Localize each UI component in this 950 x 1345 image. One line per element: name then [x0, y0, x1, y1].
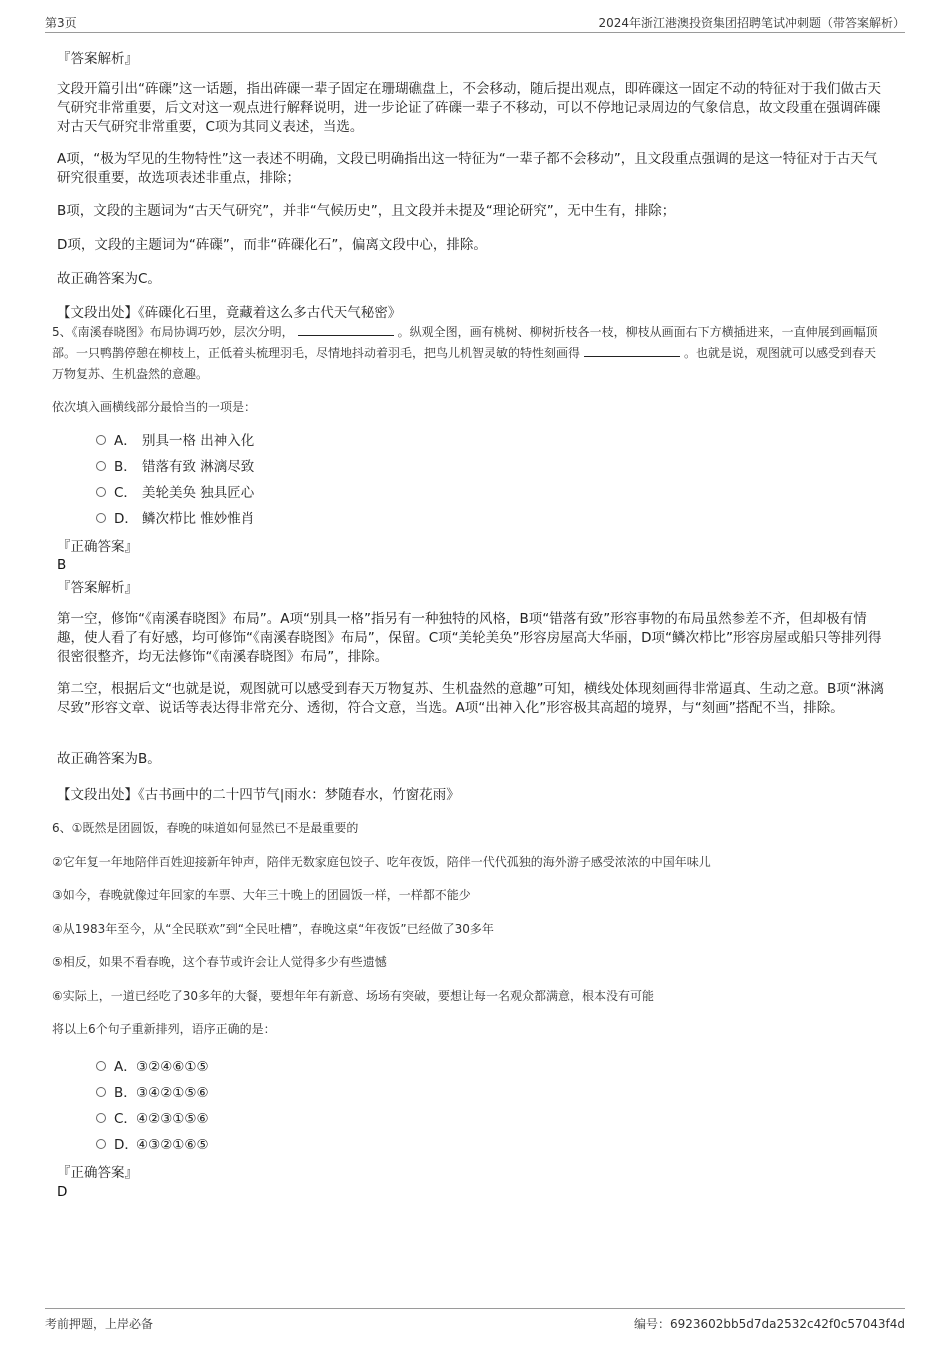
q5-source: 【文段出处】《古书画中的二十四节气|雨水：梦随春水，竹窗花雨》	[57, 787, 460, 803]
q4-answer-conclusion: 故正确答案为C。	[57, 271, 161, 287]
radio-icon[interactable]	[96, 1113, 106, 1123]
q6-option-d[interactable]: D．④③②①⑥⑤	[96, 1136, 209, 1154]
document-title: 2024年浙江港澳投资集团招聘笔试冲刺题（带答案解析）	[598, 16, 905, 30]
document-code: 编号：6923602bb5d7da2532c42f0c57043f4d	[633, 1317, 905, 1331]
q5-blank-2	[584, 344, 680, 357]
q5-stem	[52, 322, 888, 385]
q6-sentence-2: ②它年复一年地陪伴百姓迎接新年钟声，陪伴无数家庭包饺子、吃年夜饭，陪伴一代代孤独的海外游子感受浓浓的中国年味儿	[52, 855, 711, 869]
q4-analysis-tag: 『答案解析』	[57, 51, 138, 67]
q6-sentence-1: 6、①既然是团圆饭，春晚的味道如何显然已不是最重要的	[52, 821, 359, 835]
q5-option-b[interactable]: B． 错落有致 淋漓尽致	[96, 458, 254, 476]
q6-prompt: 将以上6个句子重新排列，语序正确的是：	[52, 1022, 276, 1036]
q5-stem-part-1: 5、《南溪春晓图》布局协调巧妙，层次分明，	[52, 325, 294, 339]
q6-sentence-6: ⑥实际上，一道已经吃了30多年的大餐，要想年年有新意、场场有突破，要想让每一名观众都满意，根本没有可能	[52, 989, 655, 1003]
q4-analysis-p1: 文段开篇引出“砗磲”这一话题，指出砗磲一辈子固定在珊瑚礁盘上，不会移动，随后提出观点，即砗磲这一固定不动的特征对于我们做古天气研究非常重要，后文对这一观点进行解释说明，进一步论证了砗磲一辈子不移动，可以不停地记录周边的气象信息，故文段重在强调砗磲对古天气研究非常重要，C项为其同义表述，当选。	[57, 81, 881, 135]
q5-option-d[interactable]: D． 鳞次栉比 惟妙惟肖	[96, 510, 254, 528]
q6-option-b[interactable]: B．③④②①⑤⑥	[96, 1084, 209, 1102]
q5-analysis-tag: 『答案解析』	[57, 580, 138, 596]
q4-analysis-p4: D项，文段的主题词为“砗磲”，而非“砗磲化石”，偏离文段中心，排除。	[57, 237, 487, 253]
radio-icon[interactable]	[96, 1061, 106, 1071]
q5-answer: B	[57, 557, 67, 573]
radio-icon[interactable]	[96, 435, 106, 445]
q5-option-c[interactable]: C． 美轮美奂 独具匠心	[96, 484, 254, 502]
radio-icon[interactable]	[96, 487, 106, 497]
q5-analysis-p2: 第二空，根据后文“也就是说，观图就可以感受到春天万物复苏、生机盎然的意趣”可知，横线处体现刻画得非常逼真、生动之意。B项“淋漓尽致”形容文章、说话等表达得非常充分、透彻，符合文意，当选。A项“出神入化”形容极其高超的境界，与“刻画”搭配不当，排除。	[57, 681, 884, 716]
page-footer	[45, 1308, 905, 1335]
footer-slogan: 考前押题，上岸必备	[45, 1317, 154, 1331]
q4-analysis-p3: B项，文段的主题词为“古天气研究”，并非“气候历史”，且文段并未提及“理论研究”，无中生有，排除；	[57, 203, 676, 219]
radio-icon[interactable]	[96, 461, 106, 471]
q4-source: 【文段出处】《砗磲化石里，竟藏着这么多古代天气秘密》	[57, 305, 402, 321]
q6-answer-tag: 『正确答案』	[57, 1165, 138, 1181]
q5-prompt: 依次填入画横线部分最恰当的一项是：	[52, 400, 257, 414]
q6-option-a[interactable]: A．③②④⑥①⑤	[96, 1058, 209, 1076]
q4-analysis-p2: A项，“极为罕见的生物特性”这一表述不明确，文段已明确指出这一特征为“一辈子都不会移动”，且文段重点强调的是这一特征对于古天气研究很重要，故选项表述非重点，排除；	[57, 151, 878, 186]
q6-sentence-4: ④从1983年至今，从“全民联欢”到“全民吐槽”，春晚这桌“年夜饭”已经做了30多年	[52, 922, 494, 936]
q5-analysis-p1: 第一空，修饰“《南溪春晓图》布局”。A项“别具一格”指另有一种独特的风格，B项“错落有致”形容事物的布局虽然参差不齐，但却极有情趣，使人看了有好感，均可修饰“《南溪春晓图》布局”，保留。C项“美轮美奂”形容房屋高大华丽，D项“鳞次栉比”形容房屋或船只等排列得很密很整齐，均无法修饰“《南溪春晓图》布局”，排除。	[57, 611, 882, 665]
radio-icon[interactable]	[96, 1139, 106, 1149]
q6-sentence-3: ③如今，春晚就像过年回家的车票、大年三十晚上的团圆饭一样，一样都不能少	[52, 888, 471, 902]
q6-answer: D	[57, 1184, 68, 1200]
radio-icon[interactable]	[96, 1087, 106, 1097]
q6-sentence-5: ⑤相反，如果不看春晚，这个春节或许会让人觉得多少有些遗憾	[52, 955, 387, 969]
q6-option-c[interactable]: C．④②③①⑤⑥	[96, 1110, 209, 1128]
q5-answer-conclusion: 故正确答案为B。	[57, 751, 161, 767]
q5-answer-tag: 『正确答案』	[57, 539, 138, 555]
q5-stem-part-2: 。纵观全图，画有桃树、柳树折枝各一枝，柳枝从画面右下方横插进来，一直伸展到画幅顶部。一只鸭鹊停憩在柳枝上，正低着头梳理羽毛，尽情地抖动着羽毛，把鸟儿机智灵敏的特性刻画得	[52, 325, 878, 360]
q5-blank-1	[298, 323, 394, 336]
q5-option-a[interactable]: A． 别具一格 出神入化	[96, 432, 254, 450]
page-header	[45, 12, 905, 33]
radio-icon[interactable]	[96, 513, 106, 523]
q5-stem-part-3: 。也就是说，观图就可以感受到春天万物复苏、生机盎然的意趣。	[52, 346, 877, 381]
page-number: 第3页	[45, 16, 77, 30]
